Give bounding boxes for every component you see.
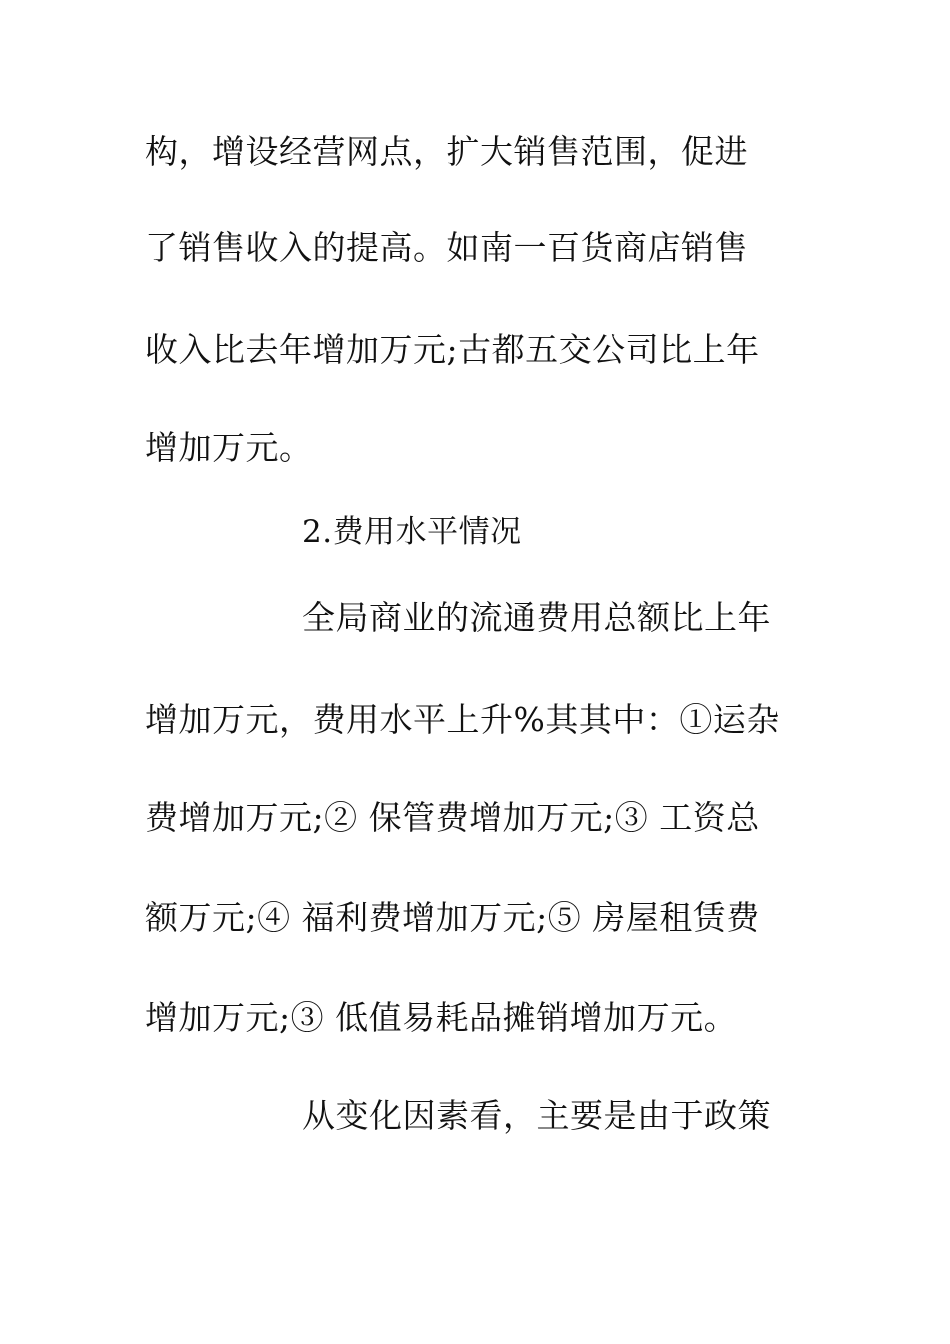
paragraph-line: 了销售收入的提高。如南一百货商店销售 (145, 228, 748, 267)
paragraph-line: 从变化因素看，主要是由于政策 (302, 1096, 771, 1135)
paragraph-line: 费增加万元;② 保管费增加万元;③ 工资总 (145, 798, 760, 837)
paragraph-line: 构，增设经营网点，扩大销售范围，促进 (145, 132, 748, 171)
paragraph-line: 全局商业的流通费用总额比上年 (302, 598, 771, 637)
paragraph-line: 增加万元。 (145, 428, 313, 467)
paragraph-line: 增加万元，费用水平上升%其其中：①运杂 (145, 700, 780, 739)
paragraph-line: 收入比去年增加万元;古都五交公司比上年 (145, 330, 760, 369)
paragraph-line: 增加万元;③ 低值易耗品摊销增加万元。 (145, 998, 738, 1037)
paragraph-line: 额万元;④ 福利费增加万元;⑤ 房屋租赁费 (145, 898, 760, 937)
section-heading: 2.费用水平情况 (302, 514, 522, 550)
